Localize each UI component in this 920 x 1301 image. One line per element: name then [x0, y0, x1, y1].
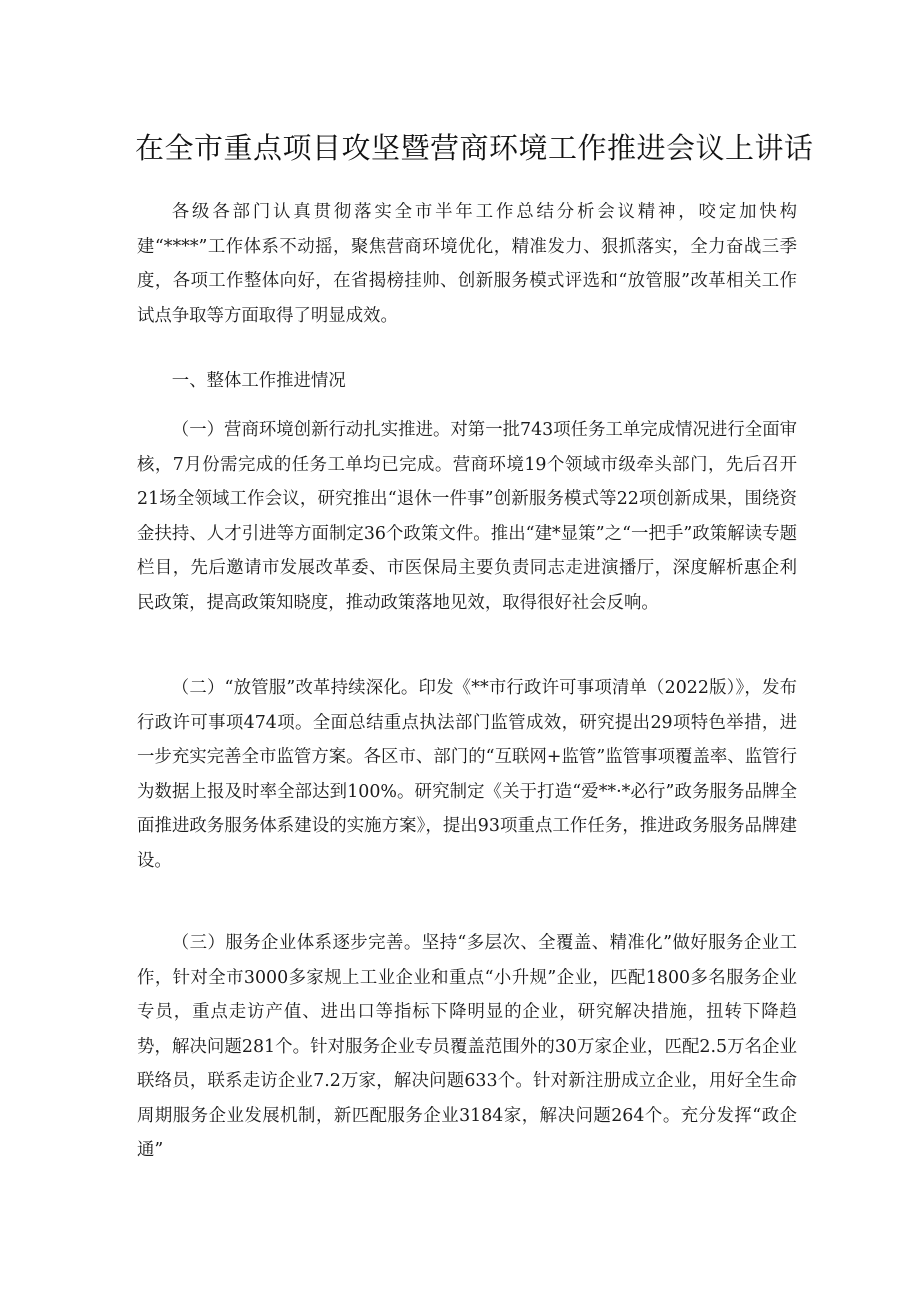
body-paragraph-3: （三）服务企业体系逐步完善。坚持“多层次、全覆盖、精准化”做好服务企业工作，针对全市3000多家规上工业企业和重点“小升规”企业，匹配1800多名服务企业专员，重点走访产值、进出口等指标下降明显的企业，研究解决措施，扭转下降趋势，解决问题281个。针对服务企业专员覆盖范围外的30万家企业，匹配2.5万名企业联络员，联系走访企业7.2万家，解决问题633个。针对新注册成立企业，用好全生命周期服务企业发展机制，新匹配服务企业3184家，解决问题264个。充分发挥“政企通” [137, 933, 797, 1160]
body-paragraph-2: （二）“放管服”改革持续深化。印发《**市行政许可事项清单（2022版）》，发布行政许可事项474项。全面总结重点执法部门监管成效，研究提出29项特色举措，进一步充实完善全市监管方案。各区市、部门的“互联网+监管”监管事项覆盖率、监管行为数据上报及时率全部达到100%。研究制定《关于打造“爱**·*必行”政务服务品牌全面推进政务服务体系建设的实施方案》，提出93项重点工作任务，推进政务服务品牌建设。 [137, 678, 797, 871]
body-paragraph-1: （一）营商环境创新行动扎实推进。对第一批743项任务工单完成情况进行全面审核，7月份需完成的任务工单均已完成。营商环境19个领域市级牵头部门，先后召开21场全领域工作会议，研究推出“退休一件事”创新服务模式等22项创新成果，围绕资金扶持、人才引进等方面制定36个政策文件。推出“建*显策”之“一把手”政策解读专题栏目，先后邀请市发展改革委、市医保局主要负责同志走进演播厅，深度解析惠企利民政策，提高政策知晓度，推动政策落地见效，取得很好社会反响。 [137, 420, 797, 613]
section-heading: 一、整体工作推进情况 [171, 371, 346, 391]
document-title: 在全市重点项目攻坚暨营商环境工作推进会议上讲话 [135, 131, 814, 165]
intro-paragraph: 各级各部门认真贯彻落实全市半年工作总结分析会议精神，咬定加快构建“****”工作体系不动摇，聚焦营商环境优化，精准发力、狠抓落实，全力奋战三季度，各项工作整体向好，在省揭榜挂帅、创新服务模式评选和“放管服”改革相关工作试点争取等方面取得了明显成效。 [137, 202, 797, 326]
